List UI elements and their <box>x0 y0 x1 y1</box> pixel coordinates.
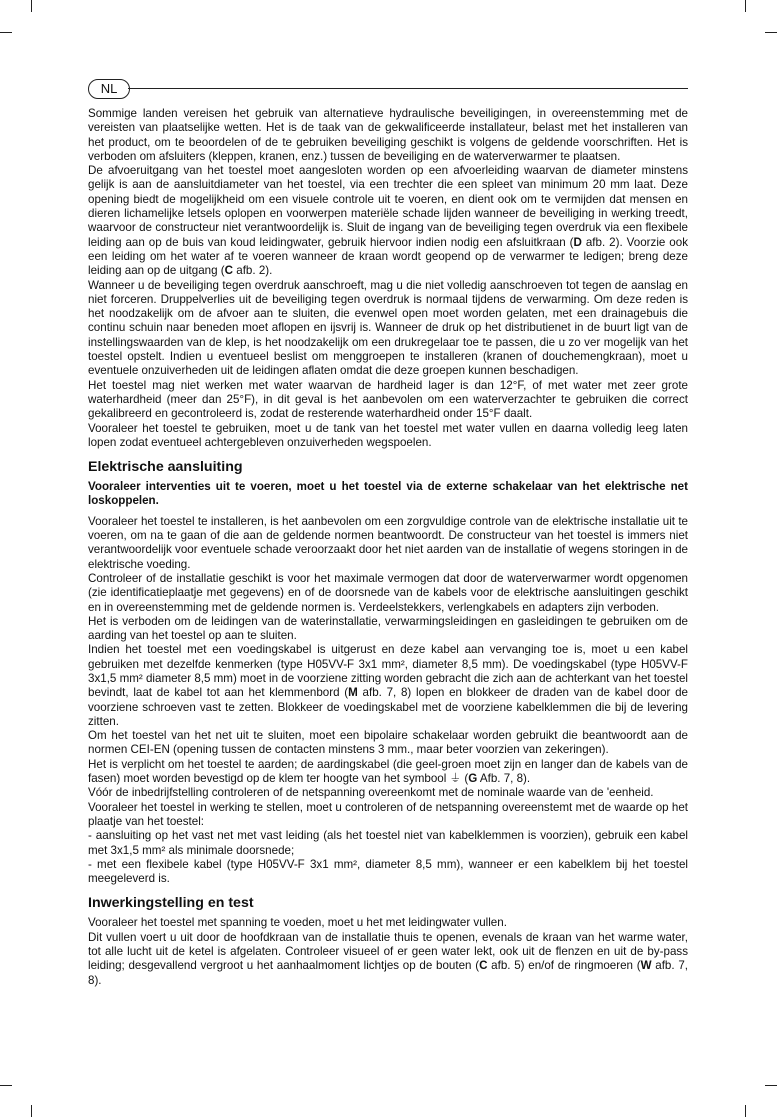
paragraph: Dit vullen voert u uit door de hoofdkraan van de installatie thuis te openen, evenals de kraan van het warme water, tot alle lucht uit de ketel is afgelaten. Controleer visueel of er geen water lekt, ook uit de flenzen en uit de by-pass leiding; desgevallend vergroot u het aanhaalmoment lichtjes op de bouten (C afb. 5) en/of de ringmoeren (W afb. 7, 8). <box>88 930 688 987</box>
paragraph: Vóór de inbedrijfstelling controleren of de netspanning overeenkomt met de nominale waarde van de 'eenheid. <box>88 786 654 800</box>
crop-mark <box>745 1105 746 1117</box>
ground-symbol-icon: ⏚ <box>449 772 462 786</box>
language-badge: NL <box>88 79 130 99</box>
paragraph: Het is verboden om de leidingen van de waterinstallatie, verwarmingsleidingen en gasleidingen te gebruiken om de aarding van het toestel op aan te sluiten. <box>88 614 688 643</box>
crop-mark <box>0 1085 12 1086</box>
list-item: - met een flexibele kabel (type H05VV-F 3x1 mm², diameter 8,5 mm), wanneer er een kabelklem bij het toestel meegeleverd is. <box>88 857 688 886</box>
paragraph: Het is verplicht om het toestel te aarden; de aardingskabel (die geel-groen moet zijn en langer dan de kabels van de fasen) moet worden bevestigd op de klem ter hoogte van het symbool ⏚ (G Afb. 7, 8). <box>88 757 688 786</box>
paragraph: Vooraleer het toestel met spanning te voeden, moet u het met leidingwater vullen. <box>88 916 507 930</box>
crop-mark <box>765 1085 777 1086</box>
paragraph: Om het toestel van het net uit te sluiten, moet een bipolaire schakelaar worden gebruikt die beantwoordt aan de normen CEI-EN (opening tussen de contacten minstens 3 mm., maar beter voorzien van zekeringen). <box>88 729 688 757</box>
section-heading-test: Inwerkingstelling en test <box>88 895 254 912</box>
paragraph: Vooraleer het toestel te gebruiken, moet u de tank van het toestel met water vullen en daarna volledig leeg laten lopen zodat eventueel achtergebleven onzuiverheden wegspoelen. <box>88 421 688 449</box>
paragraph: De afvoeruitgang van het toestel moet aangesloten worden op een afvoerleiding waarvan de diameter minstens gelijk is aan de aansluitdiameter van het toestel, via een trechter die een spleet van minimum 20 mm laat. Deze opening biedt de mogelijkheid om een visuele controle uit te voeren, en dient ook om te vermijden dat mensen en dieren lichamelijke letsels oplopen en voorwerpen materiële schade lijden wanneer de beveiliging in werking treedt, waarvoor de constructeur niet verantwoordelijk is. Sluit de ingang van de beveiliging tegen overdruk via een flexibele leiding aan op de buis van koud leidingwater, gebruik hiervoor indien nodig een afsluitkraan (D afb. 2). Voorzie ook een leiding om het water af te voeren wanneer de kraan wordt geopend op de verwarmer te ledigen; breng deze leiding aan op de uitgang (C afb. 2). <box>88 164 689 278</box>
paragraph: Vooraleer het toestel te installeren, is het aanbevolen om een zorgvuldige controle van de elektrische installatie uit te voeren, om na te gaan of die aan de geldende normen beantwoordt. De constructeur van het toestel is immers niet verantwoordelijk voor eventuele schade veroorzaakt door het niet aarden van de installatie of wegens storingen in de elektrische voeding. <box>88 514 688 571</box>
warning-text: Vooraleer interventies uit te voeren, moet u het toestel via de externe schakelaar van het elektrische net loskoppelen. <box>88 480 688 508</box>
document-body <box>88 107 688 988</box>
header-rule <box>128 88 688 89</box>
paragraph: Sommige landen vereisen het gebruik van alternatieve hydraulische beveiligingen, in overeenstemming met de vereisten van plaatselijke wetten. Het is de taak van de gekwalificeerde installateur, belast met het installeren van het product, om te beoordelen of de te gebruiken beveiliging geschikt is volgens de geldende voorschriften. Het is verboden om afsluiters (kleppen, kranen, enz.) tussen de beveiliging en de waterverwarmer te plaatsen. <box>88 107 688 163</box>
paragraph: Vooraleer het toestel in werking te stellen, moet u controleren of de netspanning overeenstemt met de waarde op het plaatje van het toestel: <box>88 800 688 828</box>
language-header <box>88 79 688 99</box>
crop-mark <box>31 0 32 12</box>
paragraph: Controleer of de installatie geschikt is voor het maximale vermogen dat door de waterverwarmer wordt opgenomen (zie identificatieplaatje met gegevens) en of de doorsnede van de kabels voor de elektrische aansluitingen geschikt en in overeenstemming met de geldende normen is. Verdeelstekkers, verlengkabels en adapters zijn verboden. <box>88 571 688 614</box>
paragraph: Wanneer u de beveiliging tegen overdruk aanschroeft, mag u die niet volledig aanschroeven tot tegen de aanslag en niet forceren. Druppelverlies uit de beveiliging tegen overdruk is normaal tijdens de verwarming. Om deze reden is het noodzakelijk om de afvoer aan te sluiten, die evenwel open moet worden gelaten, met een drainagebuis die continu schuin naar beneden moet aflopen en ijsvrij is. Wanneer de druk op het distributienet in de buurt ligt van de instellingswaarden van de klep, is het noodzakelijk om een drukregelaar toe te passen, die u zo ver mogelijk van het toestel opstelt. Indien u eventueel beslist om menggroepen te installeren (kranen of douchemengkraan), moet u eventuele onzuiverheden uit de leidingen aflaten omdat die deze groepen kunnen beschadigen. <box>88 278 688 378</box>
paragraph: Het toestel mag niet werken met water waarvan de hardheid lager is dan 12°F, of met water met zeer grote waterhardheid (meer dan 25°F), in dit geval is het aanbevolen om een waterverzachter te gebruiken die correct gekalibreerd en gecontroleerd is, zodat de resterende waterhardheid onder 15°F daalt. <box>88 378 688 421</box>
paragraph: Indien het toestel met een voedingskabel is uitgerust en deze kabel aan vervanging toe is, moet u een kabel gebruiken met dezelfde kenmerken (type H05VV-F 3x1 mm², diameter 8,5 mm). De voedingskabel (type H05VV-F 3x1,5 mm² diameter 8,5 mm) moet in de voorziene zitting worden gebracht die zich aan de achterkant van het toestel bevindt, laat de kabel tot aan het klemmenbord (M afb. 7, 8) lopen en blokkeer de draden van de kabel door de voorziene schroeven vast te zetten. Blokkeer de voedingskabel met de voorziene kabelklemmen die bij de levering zitten. <box>88 643 688 728</box>
crop-mark <box>0 32 12 33</box>
section-heading-electric: Elektrische aansluiting <box>88 459 243 476</box>
crop-mark <box>765 32 777 33</box>
list-item: - aansluiting op het vast net met vast leiding (als het toestel niet van kabelklemmen is voorzien), gebruik een kabel met 3x1,5 mm² als minimale doorsnede; <box>88 829 688 857</box>
crop-mark <box>745 0 746 12</box>
crop-mark <box>31 1105 32 1117</box>
